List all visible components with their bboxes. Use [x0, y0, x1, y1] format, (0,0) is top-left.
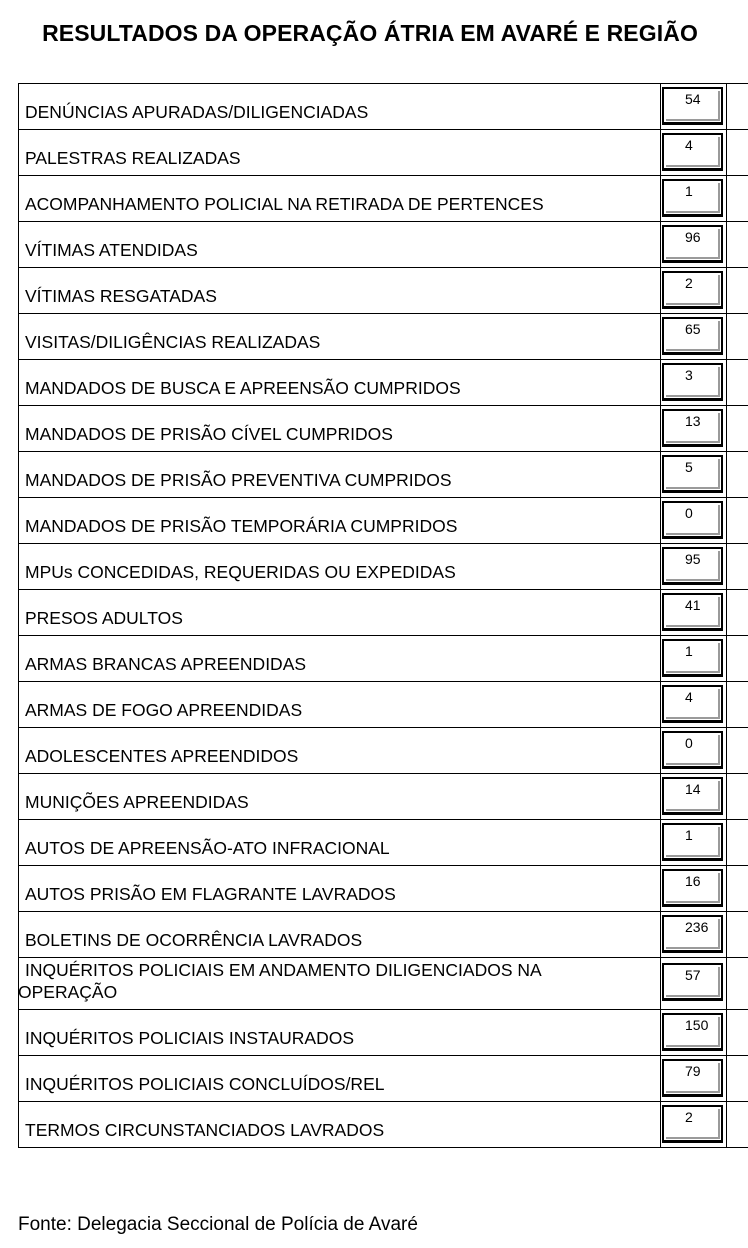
row-label-text: VISITAS/DILIGÊNCIAS REALIZADAS: [25, 332, 321, 352]
page-title: RESULTADOS DA OPERAÇÃO ÁTRIA EM AVARÉ E REGIÃO: [42, 20, 698, 46]
row-label-text: MPUs CONCEDIDAS, REQUERIDAS OU EXPEDIDAS: [25, 562, 456, 582]
row-label-text: TERMOS CIRCUNSTANCIADOS LAVRADOS: [25, 1120, 385, 1140]
value-text: 96: [666, 229, 720, 259]
table-row: [19, 1010, 748, 1056]
row-label: [25, 147, 654, 169]
column-divider: [660, 1010, 661, 1055]
row-label-text: DENÚNCIAS APURADAS/DILIGENCIADAS: [25, 102, 369, 122]
column-divider-right: [726, 682, 727, 727]
value-text: 4: [666, 689, 720, 719]
row-label: [25, 377, 654, 399]
value-field: [662, 731, 723, 769]
value-field: [662, 547, 723, 585]
value-text: 79: [666, 1063, 720, 1093]
value-field: [662, 179, 723, 217]
row-label: [25, 515, 654, 537]
row-label: [25, 607, 654, 629]
value-text: 5: [666, 459, 720, 489]
value-field: [662, 1013, 723, 1051]
value-text: 2: [666, 1109, 720, 1139]
row-label-text: MANDADOS DE BUSCA E APREENSÃO CUMPRIDOS: [25, 378, 461, 398]
value-field: [662, 271, 723, 309]
value-text: 0: [666, 505, 720, 535]
row-label-text: PRESOS ADULTOS: [25, 608, 183, 628]
value-text: 4: [666, 137, 720, 167]
row-label-text: ADOLESCENTES APREENDIDOS: [25, 746, 299, 766]
value-text: 57: [666, 967, 720, 997]
row-label: [18, 959, 654, 1007]
column-divider-right: [726, 498, 727, 543]
column-divider-right: [726, 222, 727, 267]
source-note: Fonte: Delegacia Seccional de Polícia de Avaré: [18, 1214, 418, 1235]
column-divider-right: [726, 84, 727, 129]
column-divider-right: [726, 728, 727, 773]
row-label: [25, 285, 654, 307]
table-row: [19, 176, 748, 222]
column-divider-right: [726, 866, 727, 911]
value-text: 41: [666, 597, 720, 627]
row-label: [25, 469, 654, 491]
row-label-text: AUTOS PRISÃO EM FLAGRANTE LAVRADOS: [25, 884, 396, 904]
column-divider: [660, 1056, 661, 1101]
row-label: [25, 929, 654, 951]
row-label: [25, 1027, 654, 1049]
row-label: [25, 239, 654, 261]
row-label: [25, 699, 654, 721]
value-field: [662, 363, 723, 401]
table-row: [19, 222, 748, 268]
value-field: [662, 225, 723, 263]
row-label-text: MUNIÇÕES APREENDIDAS: [25, 792, 249, 812]
column-divider-right: [726, 636, 727, 681]
column-divider-right: [726, 130, 727, 175]
value-text: 14: [666, 781, 720, 811]
row-label: [25, 745, 654, 767]
row-label-text: MANDADOS DE PRISÃO PREVENTIVA CUMPRIDOS: [25, 470, 452, 490]
row-label: [25, 193, 654, 215]
value-field: [662, 963, 723, 1001]
table-row: [19, 360, 748, 406]
table-row: [19, 682, 748, 728]
value-field: [662, 87, 723, 125]
value-text: 1: [666, 643, 720, 673]
value-field: [662, 685, 723, 723]
row-label-text: BOLETINS DE OCORRÊNCIA LAVRADOS: [25, 930, 363, 950]
row-label: [25, 331, 654, 353]
value-text: 95: [666, 551, 720, 581]
value-field: [662, 409, 723, 447]
table-row: [19, 728, 748, 774]
row-label: [25, 1119, 654, 1141]
column-divider-right: [726, 912, 727, 957]
table-row: [19, 590, 748, 636]
column-divider-right: [726, 176, 727, 221]
row-label-text: AUTOS DE APREENSÃO-ATO INFRACIONAL: [25, 838, 390, 858]
row-label: [25, 1073, 654, 1095]
row-label: [25, 561, 654, 583]
column-divider-right: [726, 314, 727, 359]
column-divider-right: [726, 1102, 727, 1147]
column-divider-right: [726, 544, 727, 589]
row-label-text: INQUÉRITOS POLICIAIS EM ANDAMENTO DILIGENCIADOS NA: [25, 960, 542, 980]
table-row: [19, 544, 748, 590]
column-divider: [660, 728, 661, 773]
row-label-text: VÍTIMAS ATENDIDAS: [25, 240, 198, 260]
table-row: [19, 1102, 748, 1148]
value-field: [662, 915, 723, 953]
column-divider: [660, 84, 661, 129]
column-divider: [660, 498, 661, 543]
value-field: [662, 593, 723, 631]
row-label-text: MANDADOS DE PRISÃO TEMPORÁRIA CUMPRIDOS: [25, 516, 458, 536]
table-row: [19, 314, 748, 360]
table-row: [19, 130, 748, 176]
row-label-text: MANDADOS DE PRISÃO CÍVEL CUMPRIDOS: [25, 424, 393, 444]
value-field: [662, 869, 723, 907]
table-row: [19, 1056, 748, 1102]
row-label-text: ARMAS BRANCAS APREENDIDAS: [25, 654, 307, 674]
results-table: [18, 83, 748, 1148]
table-row: [19, 268, 748, 314]
column-divider: [660, 268, 661, 313]
column-divider: [660, 360, 661, 405]
row-label-text: ACOMPANHAMENTO POLICIAL NA RETIRADA DE PERTENCES: [25, 194, 544, 214]
value-text: 3: [666, 367, 720, 397]
column-divider: [660, 130, 661, 175]
table-row: [19, 636, 748, 682]
column-divider: [660, 682, 661, 727]
value-text: 2: [666, 275, 720, 305]
column-divider: [660, 590, 661, 635]
table-row: [19, 912, 748, 958]
value-text: 236: [666, 919, 720, 949]
row-label: [25, 653, 654, 675]
table-row: [19, 958, 748, 1010]
column-divider: [660, 958, 661, 1009]
value-field: [662, 1059, 723, 1097]
table-row: [19, 774, 748, 820]
column-divider: [660, 636, 661, 681]
column-divider: [660, 452, 661, 497]
column-divider: [660, 912, 661, 957]
table-row: [19, 866, 748, 912]
value-text: 16: [666, 873, 720, 903]
table-row: [19, 498, 748, 544]
column-divider: [660, 222, 661, 267]
column-divider-right: [726, 590, 727, 635]
table-row: [19, 820, 748, 866]
value-text: 65: [666, 321, 720, 351]
column-divider: [660, 866, 661, 911]
row-label-text: INQUÉRITOS POLICIAIS CONCLUÍDOS/REL: [25, 1074, 385, 1094]
column-divider-right: [726, 1056, 727, 1101]
column-divider: [660, 820, 661, 865]
column-divider-right: [726, 958, 727, 1009]
column-divider: [660, 774, 661, 819]
value-field: [662, 501, 723, 539]
row-label: [25, 101, 654, 123]
column-divider-right: [726, 452, 727, 497]
column-divider: [660, 314, 661, 359]
column-divider: [660, 176, 661, 221]
table-row: [19, 84, 748, 130]
column-divider-right: [726, 820, 727, 865]
column-divider: [660, 406, 661, 451]
table-row: [19, 452, 748, 498]
row-label-text: INQUÉRITOS POLICIAIS INSTAURADOS: [25, 1028, 354, 1048]
table-row: [19, 406, 748, 452]
row-label-text: PALESTRAS REALIZADAS: [25, 148, 241, 168]
value-field: [662, 133, 723, 171]
row-label-text: VÍTIMAS RESGATADAS: [25, 286, 217, 306]
value-field: [662, 823, 723, 861]
value-text: 0: [666, 735, 720, 765]
row-label-text: ARMAS DE FOGO APREENDIDAS: [25, 700, 303, 720]
value-text: 1: [666, 183, 720, 213]
value-text: 1: [666, 827, 720, 857]
column-divider-right: [726, 360, 727, 405]
value-field: [662, 455, 723, 493]
column-divider: [660, 1102, 661, 1147]
value-field: [662, 777, 723, 815]
value-text: 54: [666, 91, 720, 121]
column-divider-right: [726, 406, 727, 451]
row-label: [25, 791, 654, 813]
row-label: [25, 837, 654, 859]
column-divider: [660, 544, 661, 589]
value-text: 150: [666, 1017, 720, 1047]
value-text: 13: [666, 413, 720, 443]
row-label-text-continued: OPERAÇÃO: [18, 982, 118, 1002]
row-label: [25, 883, 654, 905]
column-divider-right: [726, 268, 727, 313]
column-divider-right: [726, 774, 727, 819]
value-field: [662, 317, 723, 355]
value-field: [662, 1105, 723, 1143]
value-field: [662, 639, 723, 677]
column-divider-right: [726, 1010, 727, 1055]
row-label: [25, 423, 654, 445]
